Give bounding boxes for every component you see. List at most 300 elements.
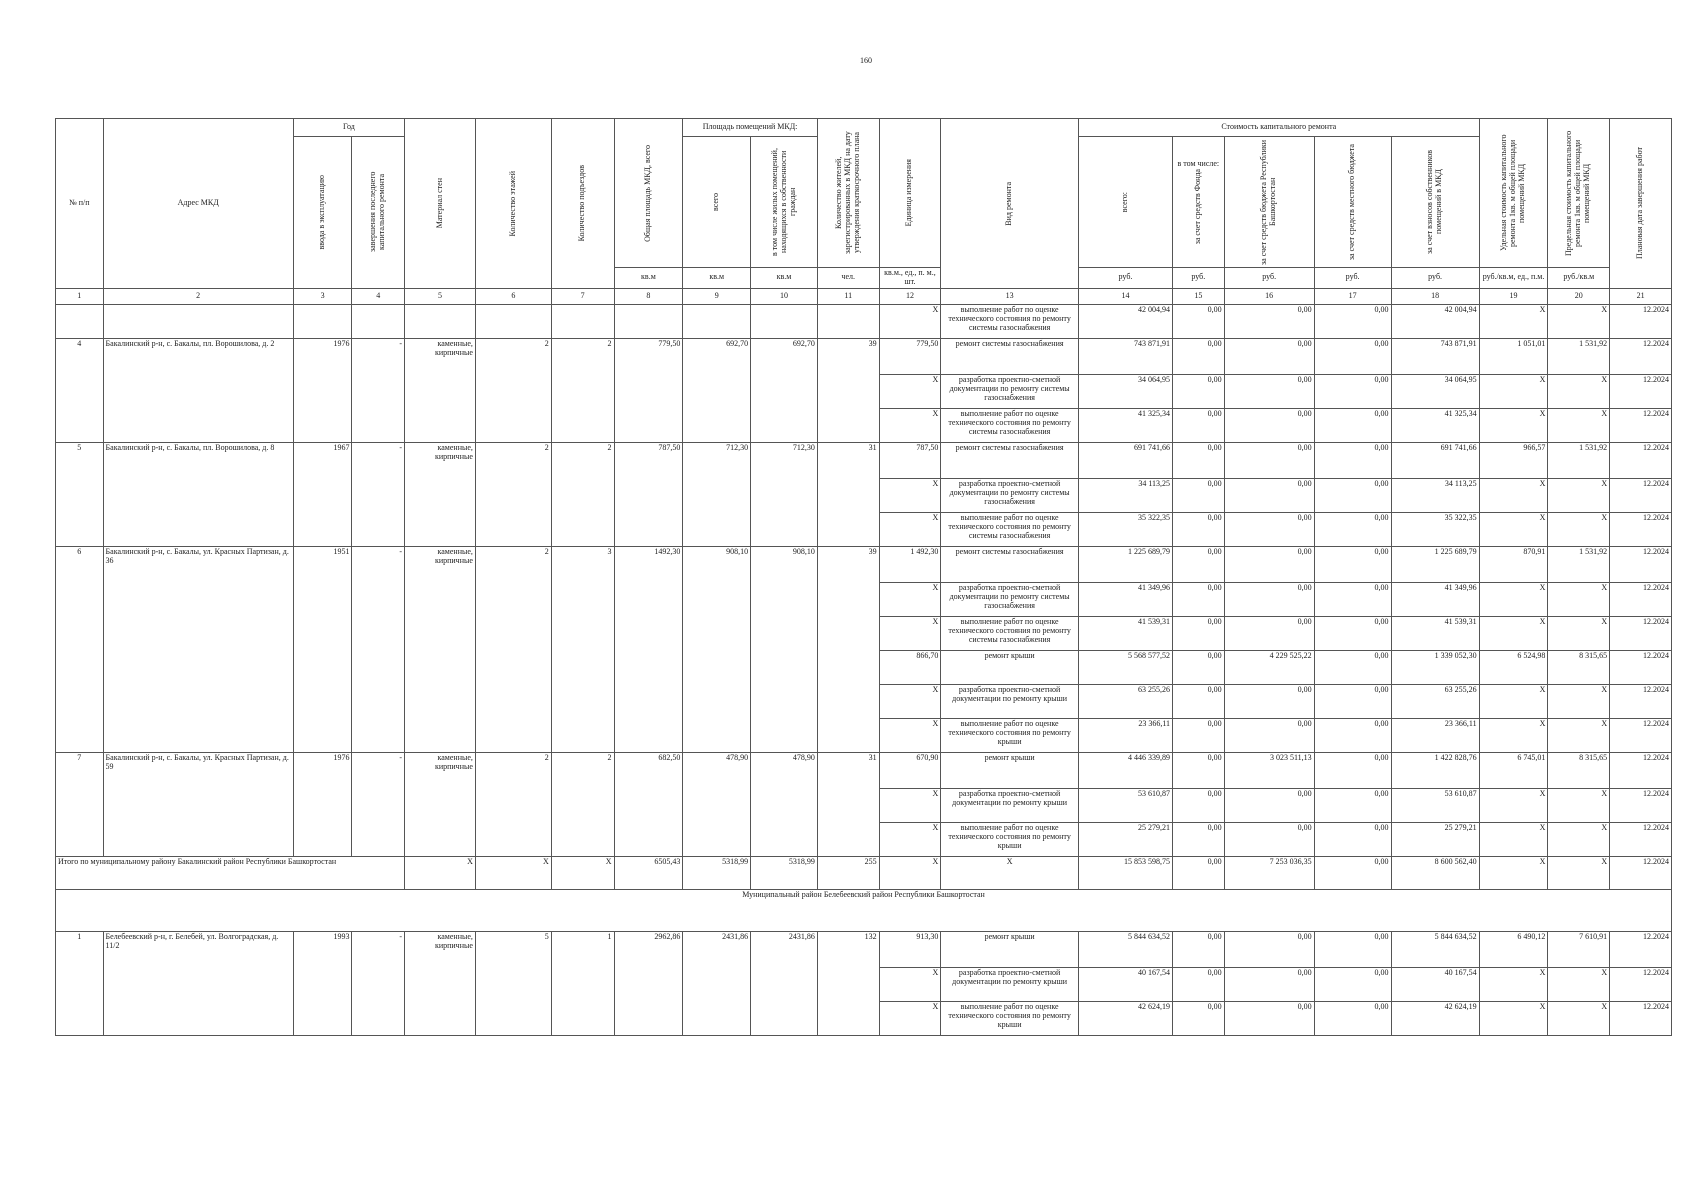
work-rb: 0,00: [1224, 512, 1314, 546]
work-fund: 0,00: [1173, 442, 1225, 478]
work-unit-cost: X: [1479, 478, 1548, 512]
total-c6: X: [475, 856, 551, 889]
work-rb: 0,00: [1224, 582, 1314, 616]
building-total-area: 787,50: [614, 442, 683, 546]
work-type: разработка проектно-сметной документации по ремонту системы газоснабжения: [941, 374, 1079, 408]
work-qty: X: [879, 512, 941, 546]
hdr-cost-total: всего:: [1078, 137, 1172, 268]
work-local: 0,00: [1314, 1001, 1391, 1035]
unit-cell: руб./кв.м, ед., п.м.: [1479, 268, 1548, 289]
work-rb: 0,00: [1224, 478, 1314, 512]
hdr-premises-owned: в том числе жилых помещений, находящихся в собственности граждан: [751, 137, 818, 268]
work-fund: 0,00: [1173, 546, 1225, 582]
work-type: ремонт крыши: [941, 931, 1079, 967]
work-unit-cost: X: [1479, 822, 1548, 856]
table-body-belebey: [56, 931, 1672, 1035]
table-header: [56, 119, 1672, 305]
unit-cell: руб.: [1314, 268, 1391, 289]
building-entrances: 2: [551, 752, 614, 856]
section-title: Муниципальный район Белебеевский район Республики Башкортостан: [56, 889, 1672, 931]
work-limit: 8 315,65: [1548, 752, 1610, 788]
building-entrances: 2: [551, 442, 614, 546]
building-area-all: 712,30: [683, 442, 751, 546]
work-rb: 3 023 511,13: [1224, 752, 1314, 788]
col-number: 7: [551, 288, 614, 304]
total-c5: X: [405, 856, 476, 889]
work-fund: 0,00: [1173, 822, 1225, 856]
building-material: [405, 304, 476, 338]
building-no: 6: [56, 546, 104, 752]
work-type: выполнение работ по оценке технического состояния по ремонту системы газоснабжения: [941, 408, 1079, 442]
total-area-owned: 5318,99: [751, 856, 818, 889]
work-type: выполнение работ по оценке технического состояния по ремонту крыши: [941, 1001, 1079, 1035]
work-local: 0,00: [1314, 684, 1391, 718]
work-local: 0,00: [1314, 718, 1391, 752]
total-qty: X: [879, 856, 941, 889]
work-fund: 0,00: [1173, 967, 1225, 1001]
work-rb: 0,00: [1224, 684, 1314, 718]
total-local: 0,00: [1314, 856, 1391, 889]
work-owners: 63 255,26: [1391, 684, 1479, 718]
work-type: разработка проектно-сметной документации по ремонту системы газоснабжения: [941, 478, 1079, 512]
building-total-area: 2962,86: [614, 931, 683, 1035]
hdr-year-last-repair: завершения последнего капитального ремонта: [352, 137, 405, 289]
work-fund: 0,00: [1173, 1001, 1225, 1035]
work-limit: X: [1548, 788, 1610, 822]
work-qty: 866,70: [879, 650, 941, 684]
work-row: [56, 546, 1672, 582]
building-total-area: 779,50: [614, 338, 683, 442]
work-limit: X: [1548, 478, 1610, 512]
total-limit: X: [1548, 856, 1610, 889]
building-address: Бакалинский р-н, с. Бакалы, пл. Ворошилова, д. 2: [103, 338, 293, 442]
building-floors: 2: [475, 752, 551, 856]
work-owners: 23 366,11: [1391, 718, 1479, 752]
hdr-year-group: Год: [293, 119, 404, 137]
work-qty: X: [879, 718, 941, 752]
building-year: 1976: [293, 338, 352, 442]
building-no: 4: [56, 338, 104, 442]
hdr-premises-total: всего: [683, 137, 751, 268]
work-type: выполнение работ по оценке технического состояния по ремонту системы газоснабжения: [941, 616, 1079, 650]
col-number: 3: [293, 288, 352, 304]
hdr-total-area: Общая площадь МКД, всего: [614, 119, 683, 268]
work-rb: 0,00: [1224, 967, 1314, 1001]
building-material: каменные, кирпичные: [405, 546, 476, 752]
work-limit: X: [1548, 967, 1610, 1001]
work-local: 0,00: [1314, 304, 1391, 338]
hdr-floors: Количество этажей: [475, 119, 551, 289]
unit-cell: руб./кв.м: [1548, 268, 1610, 289]
col-number: 6: [475, 288, 551, 304]
building-entrances: 2: [551, 338, 614, 442]
work-date: 12.2024: [1610, 788, 1672, 822]
work-unit-cost: X: [1479, 967, 1548, 1001]
unit-cell: чел.: [817, 268, 879, 289]
work-date: 12.2024: [1610, 1001, 1672, 1035]
total-fund: 0,00: [1173, 856, 1225, 889]
total-row-group: [56, 856, 1672, 931]
section-row: [56, 889, 1672, 931]
building-no: 1: [56, 931, 104, 1035]
building-last-repair: -: [352, 931, 405, 1035]
work-date: 12.2024: [1610, 374, 1672, 408]
work-owners: 1 339 052,30: [1391, 650, 1479, 684]
col-number: 14: [1078, 288, 1172, 304]
work-local: 0,00: [1314, 931, 1391, 967]
total-row: [56, 856, 1672, 889]
work-date: 12.2024: [1610, 478, 1672, 512]
work-qty: X: [879, 788, 941, 822]
building-area-owned: 2431,86: [751, 931, 818, 1035]
work-local: 0,00: [1314, 967, 1391, 1001]
work-date: 12.2024: [1610, 338, 1672, 374]
col-number: 10: [751, 288, 818, 304]
building-area-owned: 712,30: [751, 442, 818, 546]
building-address: Бакалинский р-н, с. Бакалы, пл. Ворошилова, д. 8: [103, 442, 293, 546]
building-residents: 132: [817, 931, 879, 1035]
building-address: [103, 304, 293, 338]
work-local: 0,00: [1314, 512, 1391, 546]
work-qty: X: [879, 616, 941, 650]
work-date: 12.2024: [1610, 718, 1672, 752]
work-limit: X: [1548, 684, 1610, 718]
building-area-all: 478,90: [683, 752, 751, 856]
hdr-residents: Количество жителей, зарегистрированных в МКД на дату утверждения краткосрочного плана: [817, 119, 879, 268]
building-area-all: [683, 304, 751, 338]
building-area-owned: 908,10: [751, 546, 818, 752]
building-area-all: 692,70: [683, 338, 751, 442]
work-rb: 0,00: [1224, 822, 1314, 856]
work-limit: X: [1548, 512, 1610, 546]
work-owners: 42 624,19: [1391, 1001, 1479, 1035]
unit-cell: руб.: [1391, 268, 1479, 289]
col-number-row: [56, 288, 1672, 304]
work-fund: 0,00: [1173, 408, 1225, 442]
building-floors: 2: [475, 442, 551, 546]
work-row: [56, 931, 1672, 967]
work-unit-cost: 6 745,01: [1479, 752, 1548, 788]
work-type: разработка проектно-сметной документации по ремонту системы газоснабжения: [941, 582, 1079, 616]
work-date: 12.2024: [1610, 684, 1672, 718]
work-rb: 4 229 525,22: [1224, 650, 1314, 684]
work-fund: 0,00: [1173, 931, 1225, 967]
building-area-owned: 478,90: [751, 752, 818, 856]
work-total: 743 871,91: [1078, 338, 1172, 374]
building-area-owned: [751, 304, 818, 338]
hdr-unit: Единица измерения: [879, 119, 941, 268]
work-row: [56, 442, 1672, 478]
building-last-repair: [352, 304, 405, 338]
total-area-all: 5318,99: [683, 856, 751, 889]
work-qty: X: [879, 304, 941, 338]
work-local: 0,00: [1314, 408, 1391, 442]
work-type: разработка проектно-сметной документации по ремонту крыши: [941, 684, 1079, 718]
work-owners: 1 225 689,79: [1391, 546, 1479, 582]
col-number: 2: [103, 288, 293, 304]
work-unit-cost: X: [1479, 718, 1548, 752]
hdr-address: Адрес МКД: [103, 119, 293, 289]
work-owners: 41 325,34: [1391, 408, 1479, 442]
building-residents: 39: [817, 338, 879, 442]
building-total-area: [614, 304, 683, 338]
work-owners: 40 167,54: [1391, 967, 1479, 1001]
building-entrances: [551, 304, 614, 338]
work-unit-cost: X: [1479, 1001, 1548, 1035]
col-number: 20: [1548, 288, 1610, 304]
building-residents: [817, 304, 879, 338]
work-fund: 0,00: [1173, 582, 1225, 616]
building-area-all: 2431,86: [683, 931, 751, 1035]
hdr-premises-group: Площадь помещений МКД:: [683, 119, 818, 137]
work-limit: X: [1548, 1001, 1610, 1035]
building-year: 1967: [293, 442, 352, 546]
work-total: 42 624,19: [1078, 1001, 1172, 1035]
hdr-deadline: Плановая дата завершения работ: [1610, 119, 1672, 289]
building-total-area: 1492,30: [614, 546, 683, 752]
total-rb: 7 253 036,35: [1224, 856, 1314, 889]
hdr-cost-local: за счет средств местного бюджета: [1314, 137, 1391, 268]
building-area-owned: 692,70: [751, 338, 818, 442]
work-date: 12.2024: [1610, 967, 1672, 1001]
work-qty: X: [879, 684, 941, 718]
col-number: 8: [614, 288, 683, 304]
work-fund: 0,00: [1173, 788, 1225, 822]
hdr-unit-cost: Удельная стоимость капитального ремонта 1кв. м общей площади помещений МКД: [1479, 119, 1548, 268]
work-unit-cost: 1 051,01: [1479, 338, 1548, 374]
building-residents: 39: [817, 546, 879, 752]
work-date: 12.2024: [1610, 650, 1672, 684]
work-qty: 1 492,30: [879, 546, 941, 582]
work-rb: 0,00: [1224, 788, 1314, 822]
building-no: 7: [56, 752, 104, 856]
building-total-area: 682,50: [614, 752, 683, 856]
work-type: выполнение работ по оценке технического состояния по ремонту системы газоснабжения: [941, 304, 1079, 338]
work-owners: 34 064,95: [1391, 374, 1479, 408]
hdr-work-type: Вид ремонта: [941, 119, 1079, 289]
work-total: 1 225 689,79: [1078, 546, 1172, 582]
work-local: 0,00: [1314, 616, 1391, 650]
total-c7: X: [551, 856, 614, 889]
hdr-entrances: Количество подъездов: [551, 119, 614, 289]
col-number: 11: [817, 288, 879, 304]
work-local: 0,00: [1314, 442, 1391, 478]
work-date: 12.2024: [1610, 822, 1672, 856]
work-limit: 1 531,92: [1548, 442, 1610, 478]
work-local: 0,00: [1314, 752, 1391, 788]
work-total: 63 255,26: [1078, 684, 1172, 718]
work-fund: 0,00: [1173, 616, 1225, 650]
work-date: 12.2024: [1610, 546, 1672, 582]
building-last-repair: -: [352, 442, 405, 546]
building-area-all: 908,10: [683, 546, 751, 752]
unit-cell: кв.м: [683, 268, 751, 289]
work-type: ремонт крыши: [941, 752, 1079, 788]
work-unit-cost: X: [1479, 616, 1548, 650]
building-year: [293, 304, 352, 338]
work-date: 12.2024: [1610, 512, 1672, 546]
work-local: 0,00: [1314, 478, 1391, 512]
building-year: 1993: [293, 931, 352, 1035]
work-fund: 0,00: [1173, 718, 1225, 752]
work-total: 35 322,35: [1078, 512, 1172, 546]
unit-cell: руб.: [1078, 268, 1172, 289]
work-date: 12.2024: [1610, 582, 1672, 616]
work-qty: X: [879, 478, 941, 512]
work-type: выполнение работ по оценке технического состояния по ремонту системы газоснабжения: [941, 512, 1079, 546]
work-limit: X: [1548, 718, 1610, 752]
work-fund: 0,00: [1173, 478, 1225, 512]
col-number: 12: [879, 288, 941, 304]
building-material: каменные, кирпичные: [405, 752, 476, 856]
work-type: ремонт системы газоснабжения: [941, 546, 1079, 582]
col-number: 5: [405, 288, 476, 304]
col-number: 17: [1314, 288, 1391, 304]
col-number: 21: [1610, 288, 1672, 304]
hdr-cost-rb: за счет средств бюджета Республики Башкортостан: [1224, 137, 1314, 268]
work-total: 42 004,94: [1078, 304, 1172, 338]
work-unit-cost: 6 490,12: [1479, 931, 1548, 967]
work-date: 12.2024: [1610, 616, 1672, 650]
building-no: [56, 304, 104, 338]
work-qty: 670,90: [879, 752, 941, 788]
work-qty: X: [879, 374, 941, 408]
work-total: 5 844 634,52: [1078, 931, 1172, 967]
work-rb: 0,00: [1224, 718, 1314, 752]
work-total: 34 064,95: [1078, 374, 1172, 408]
unit-cell: руб.: [1173, 268, 1225, 289]
work-rb: 0,00: [1224, 1001, 1314, 1035]
unit-cell: кв.м: [751, 268, 818, 289]
building-material: каменные, кирпичные: [405, 338, 476, 442]
work-limit: 1 531,92: [1548, 338, 1610, 374]
col-number: 18: [1391, 288, 1479, 304]
building-address: Белебеевский р-н, г. Белебей, ул. Волгоградская, д. 11/2: [103, 931, 293, 1035]
work-date: 12.2024: [1610, 752, 1672, 788]
work-qty: X: [879, 582, 941, 616]
total-area: 6505,43: [614, 856, 683, 889]
hdr-no: № п/п: [56, 119, 104, 289]
work-local: 0,00: [1314, 788, 1391, 822]
work-local: 0,00: [1314, 338, 1391, 374]
work-total: 41 325,34: [1078, 408, 1172, 442]
work-unit-cost: X: [1479, 304, 1548, 338]
work-fund: 0,00: [1173, 338, 1225, 374]
work-type: ремонт крыши: [941, 650, 1079, 684]
work-owners: 42 004,94: [1391, 304, 1479, 338]
work-rb: 0,00: [1224, 931, 1314, 967]
work-limit: X: [1548, 374, 1610, 408]
work-owners: 41 349,96: [1391, 582, 1479, 616]
work-qty: X: [879, 967, 941, 1001]
work-type: разработка проектно-сметной документации по ремонту крыши: [941, 967, 1079, 1001]
total-date: 12.2024: [1610, 856, 1672, 889]
unit-cell: руб.: [1224, 268, 1314, 289]
work-limit: 7 610,91: [1548, 931, 1610, 967]
work-limit: X: [1548, 582, 1610, 616]
work-row: [56, 304, 1672, 338]
work-qty: X: [879, 822, 941, 856]
work-unit-cost: X: [1479, 582, 1548, 616]
hdr-limit-cost: Предельная стоимость капитального ремонта 1кв. м общей площади помещений МКД: [1548, 119, 1610, 268]
building-year: 1951: [293, 546, 352, 752]
work-fund: 0,00: [1173, 304, 1225, 338]
col-number: 1: [56, 288, 104, 304]
work-total: 41 349,96: [1078, 582, 1172, 616]
work-qty: 787,50: [879, 442, 941, 478]
building-year: 1976: [293, 752, 352, 856]
work-owners: 34 113,25: [1391, 478, 1479, 512]
work-unit-cost: X: [1479, 374, 1548, 408]
work-unit-cost: X: [1479, 684, 1548, 718]
work-local: 0,00: [1314, 822, 1391, 856]
work-unit-cost: 870,91: [1479, 546, 1548, 582]
work-local: 0,00: [1314, 582, 1391, 616]
building-material: каменные, кирпичные: [405, 931, 476, 1035]
work-fund: 0,00: [1173, 650, 1225, 684]
work-fund: 0,00: [1173, 512, 1225, 546]
building-floors: [475, 304, 551, 338]
col-number: 19: [1479, 288, 1548, 304]
work-owners: 5 844 634,52: [1391, 931, 1479, 967]
work-local: 0,00: [1314, 546, 1391, 582]
work-limit: X: [1548, 616, 1610, 650]
work-local: 0,00: [1314, 650, 1391, 684]
work-limit: X: [1548, 822, 1610, 856]
hdr-material: Материал стен: [405, 119, 476, 289]
work-total: 41 539,31: [1078, 616, 1172, 650]
work-qty: 779,50: [879, 338, 941, 374]
total-owners: 8 600 562,40: [1391, 856, 1479, 889]
work-unit-cost: 966,57: [1479, 442, 1548, 478]
work-limit: 1 531,92: [1548, 546, 1610, 582]
work-fund: 0,00: [1173, 684, 1225, 718]
work-qty: 913,30: [879, 931, 941, 967]
work-local: 0,00: [1314, 374, 1391, 408]
unit-cell: кв.м., ед., п. м., шт.: [879, 268, 941, 289]
work-unit-cost: X: [1479, 512, 1548, 546]
hdr-year-commission: ввода в эксплуатацию: [293, 137, 352, 289]
work-owners: 691 741,66: [1391, 442, 1479, 478]
total-type: X: [941, 856, 1079, 889]
work-limit: X: [1548, 408, 1610, 442]
work-rb: 0,00: [1224, 374, 1314, 408]
work-rb: 0,00: [1224, 616, 1314, 650]
total-label: Итого по муниципальному району Бакалинский район Республики Башкортостан: [56, 856, 405, 889]
col-number: 15: [1173, 288, 1225, 304]
work-type: ремонт системы газоснабжения: [941, 442, 1079, 478]
work-total: 23 366,11: [1078, 718, 1172, 752]
work-row: [56, 338, 1672, 374]
col-number: 9: [683, 288, 751, 304]
page-number: 160: [860, 56, 872, 65]
col-number: 13: [941, 288, 1079, 304]
work-total: 5 568 577,52: [1078, 650, 1172, 684]
work-date: 12.2024: [1610, 442, 1672, 478]
work-date: 12.2024: [1610, 304, 1672, 338]
work-type: выполнение работ по оценке технического состояния по ремонту крыши: [941, 718, 1079, 752]
total-unit-cost: X: [1479, 856, 1548, 889]
work-unit-cost: X: [1479, 408, 1548, 442]
work-fund: 0,00: [1173, 374, 1225, 408]
building-address: Бакалинский р-н, с. Бакалы, ул. Красных Партизан, д. 59: [103, 752, 293, 856]
work-limit: X: [1548, 304, 1610, 338]
work-row: [56, 752, 1672, 788]
work-total: 53 610,87: [1078, 788, 1172, 822]
work-owners: 53 610,87: [1391, 788, 1479, 822]
work-rb: 0,00: [1224, 546, 1314, 582]
total-cost: 15 853 598,75: [1078, 856, 1172, 889]
